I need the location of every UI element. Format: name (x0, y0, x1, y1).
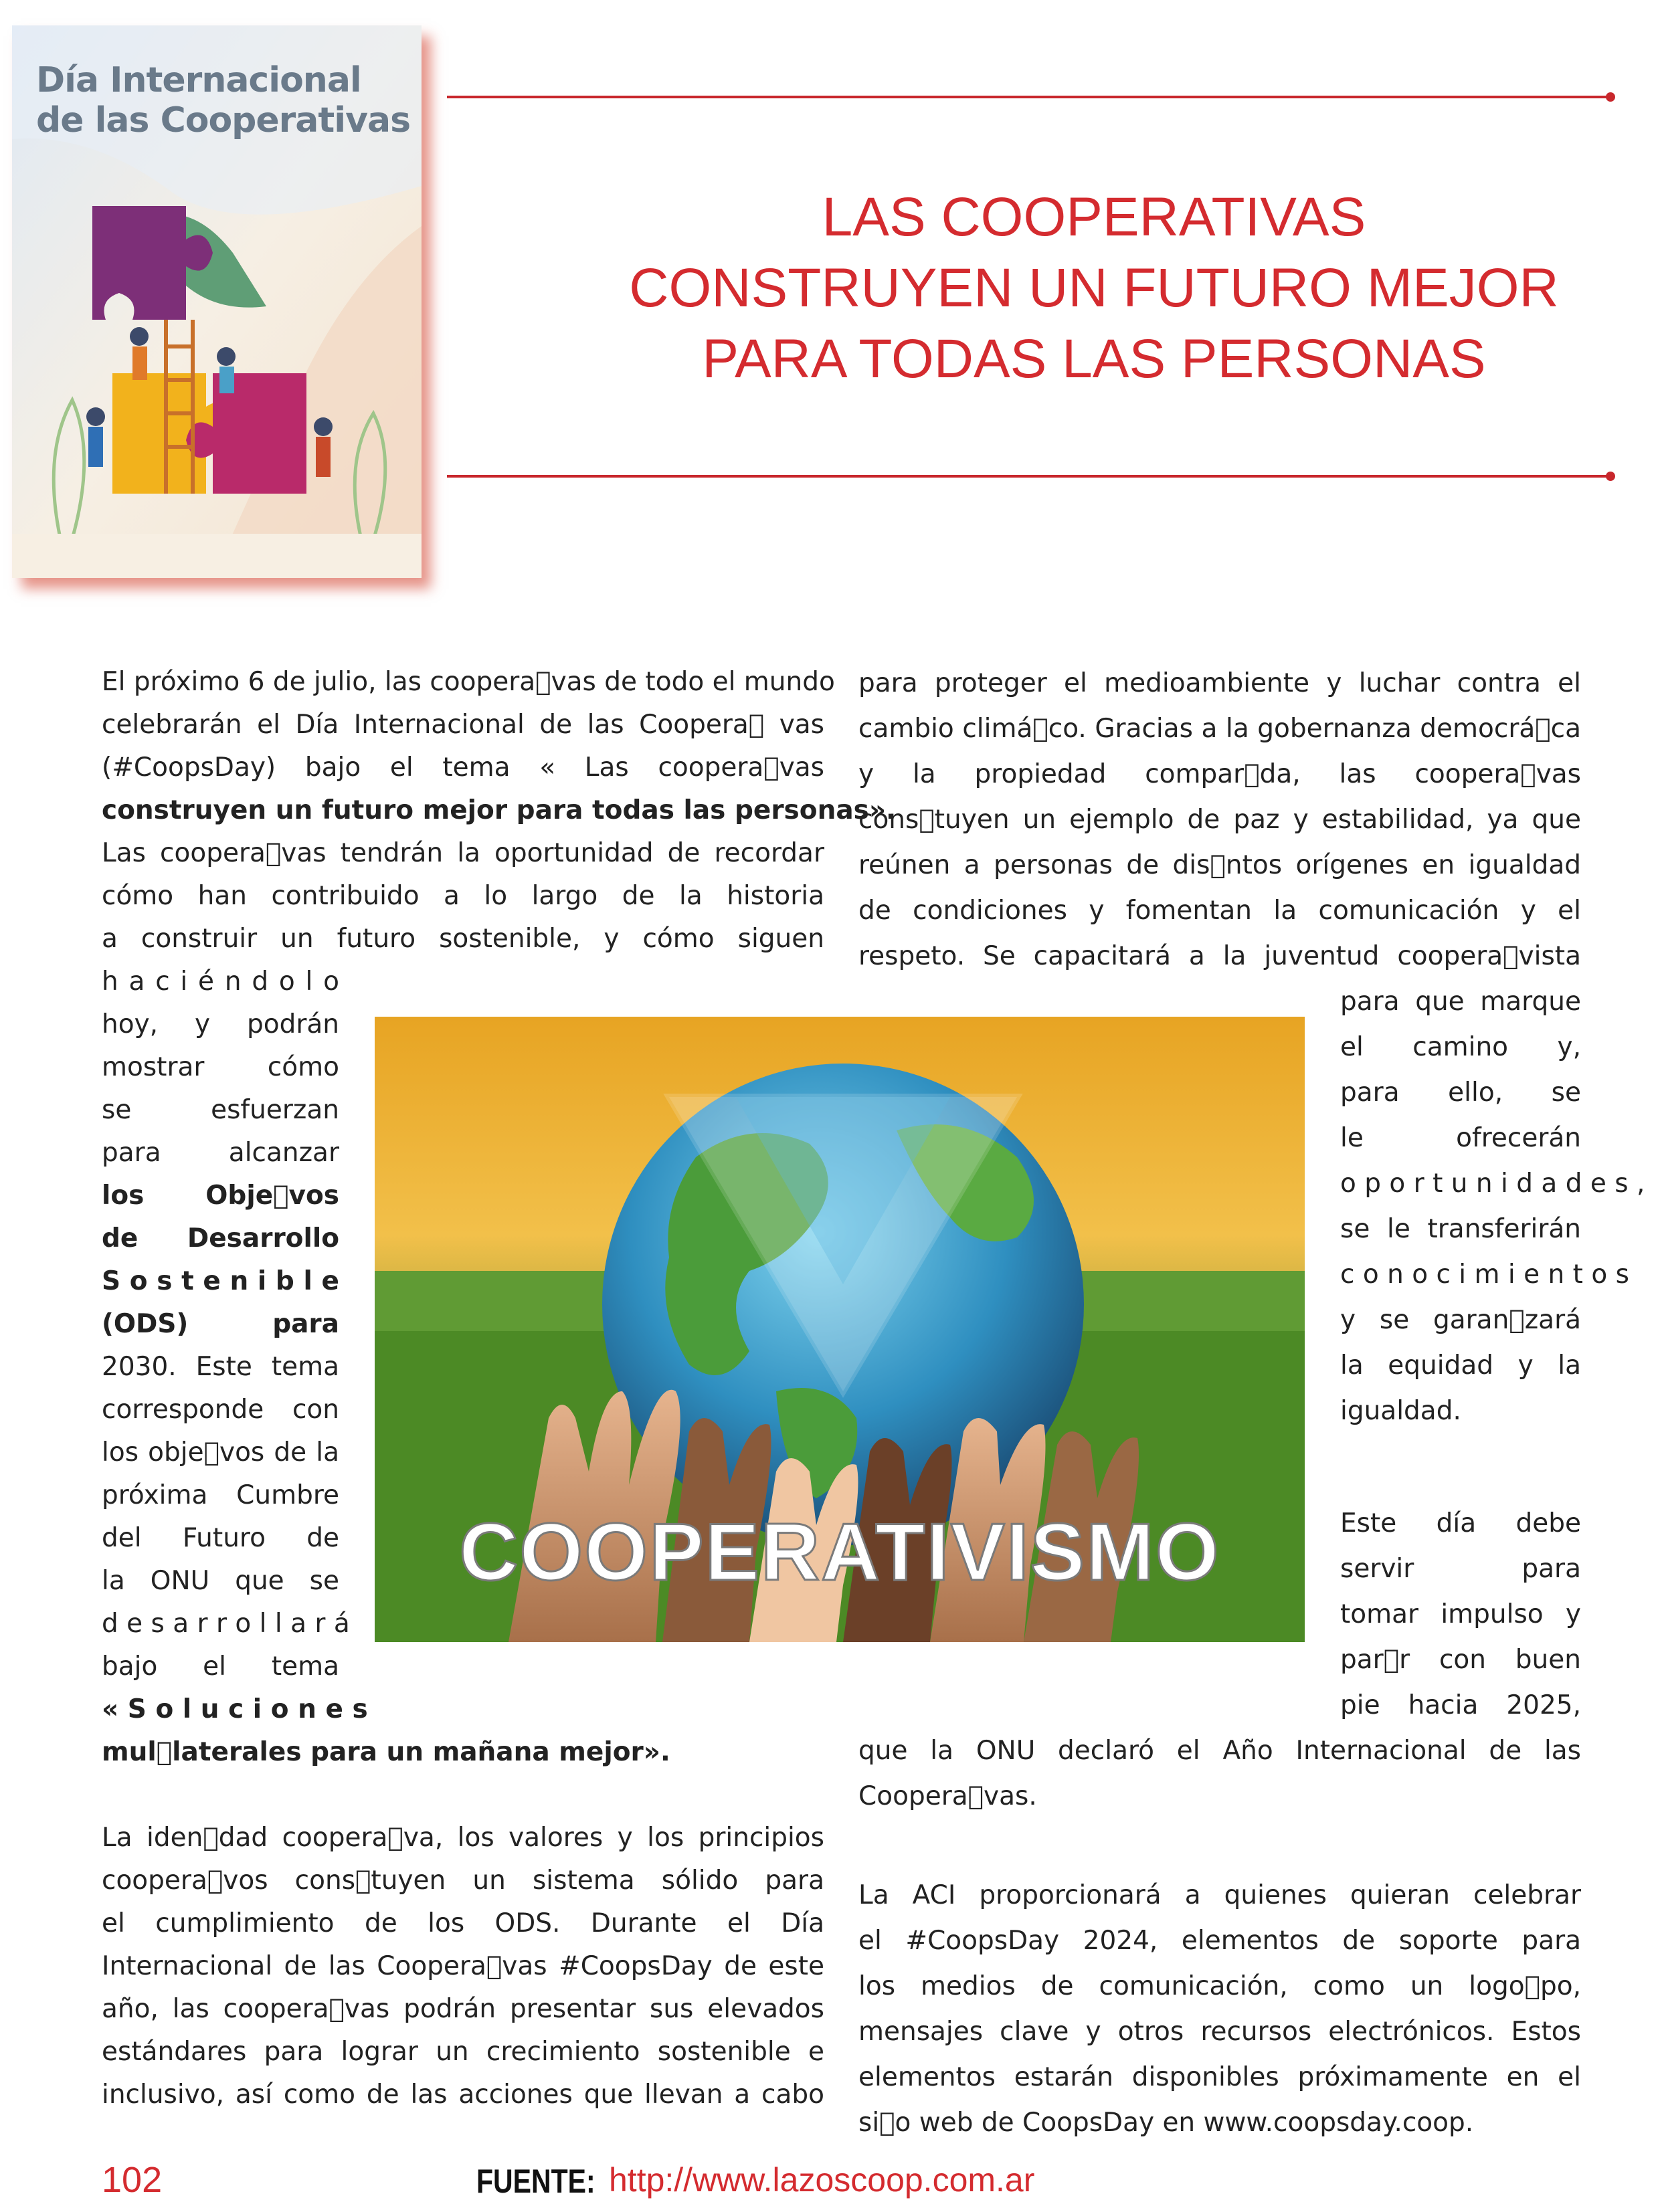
right-paragraph-1 (858, 661, 1581, 979)
text-line: La iden dad coopera va, los valores y los principios (102, 1823, 824, 1853)
text-line: cambio climá co. Gracias a la gobernanza democrá ca (858, 714, 1581, 744)
left-narrow-text (102, 961, 368, 1731)
text-line: mul laterales para un mañana mejor». (102, 1737, 670, 1767)
left-paragraph-1-end (102, 1731, 824, 1774)
text-line: le ofrecerán (1340, 1123, 1581, 1153)
text-line: los Obje vos (102, 1181, 339, 1211)
text-line: pie hacia 2025, (1340, 1690, 1581, 1720)
poster-title-line: de las Cooperativas (36, 100, 411, 140)
text-line: a construir un futuro sostenible, y cómo siguen (102, 924, 824, 954)
text-line: construyen un futuro mejor para todas las personas». (102, 795, 896, 825)
text-line: S o s t e n i b l e (102, 1266, 339, 1296)
text-line: del Futuro de (102, 1523, 339, 1553)
poster-title-line: Día Internacional (36, 60, 361, 100)
text-line: para que marque (1340, 987, 1581, 1017)
text-line: los medios de comunicación, como un logo po, (858, 1971, 1581, 2001)
text-line: (ODS) para (102, 1309, 339, 1339)
right-narrow-text-2 (1340, 1501, 1581, 1728)
text-line: bajo el tema (102, 1651, 339, 1682)
text-line: cómo han contribuido a lo largo de la historia (102, 881, 824, 911)
text-line: mostrar cómo (102, 1052, 339, 1082)
photo-caption: COOPERATIVISMO (459, 1506, 1220, 1597)
text-line: se esfuerzan (102, 1095, 339, 1125)
text-line: servir para (1340, 1554, 1581, 1584)
headline-line: PARA TODAS LAS PERSONAS (702, 328, 1486, 389)
text-line: para alcanzar (102, 1138, 339, 1168)
globe-hands-image (375, 1017, 1305, 1642)
text-line: d e s a r r o l l a r á (102, 1609, 350, 1639)
headline-line: CONSTRUYEN UN FUTURO MEJOR (629, 258, 1559, 318)
text-line: para ello, se (1340, 1078, 1581, 1108)
text-line: corresponde con (102, 1395, 339, 1425)
text-line: Coopera vas. (858, 1781, 1037, 1811)
text-line: la ONU que se (102, 1566, 339, 1596)
text-line: par r con buen (1340, 1645, 1581, 1675)
poster-illustration (12, 25, 422, 578)
top-rule (447, 96, 1611, 98)
text-line: Internacional de las Coopera vas #CoopsDay de este (102, 1951, 824, 1981)
text-line: h a c i é n d o l o (102, 967, 339, 997)
text-line: año, las coopera vas podrán presentar sus elevados (102, 1994, 824, 2024)
headline (549, 182, 1639, 395)
text-line: o p o r t u n i d a d e s , (1340, 1169, 1645, 1199)
text-line: Las coopera vas tendrán la oportunidad de recordar (102, 838, 824, 868)
text-line: próxima Cumbre (102, 1480, 339, 1510)
bottom-rule (447, 475, 1611, 478)
text-line: el #CoopsDay 2024, elementos de soporte para (858, 1926, 1581, 1956)
text-line: La ACI proporcionará a quienes quieran celebrar (858, 1880, 1581, 1910)
text-line: tomar impulso y (1340, 1599, 1581, 1629)
source-url-link[interactable]: http://www.lazoscoop.com.ar (609, 2161, 1035, 2199)
left-paragraph-1 (102, 661, 896, 961)
right-paragraph-3 (858, 1873, 1581, 2146)
left-paragraph-2 (102, 1817, 824, 2116)
text-line: de condiciones y fomentan la comunicación y el (858, 896, 1581, 926)
text-line: El próximo 6 de julio, las coopera vas de todo el mundo (102, 667, 835, 697)
text-line: (#CoopsDay) bajo el tema « Las coopera vas (102, 752, 824, 783)
page-number: 102 (102, 2160, 163, 2200)
text-line: el cumplimiento de los ODS. Durante el Día (102, 1908, 824, 1938)
text-line: coopera vos cons tuyen un sistema sólido para (102, 1866, 824, 1896)
text-line: « S o l u c i o n e s (102, 1694, 368, 1724)
cooperativismo-photo (375, 1017, 1305, 1642)
text-line: inclusivo, así como de las acciones que llevan a cabo (102, 2080, 824, 2110)
text-line: mensajes clave y otros recursos electrónicos. Estos (858, 2017, 1581, 2047)
text-line: celebrarán el Día Internacional de las Coopera  vas (102, 710, 824, 740)
text-line: igualdad. (1340, 1396, 1461, 1426)
text-line: si o web de CoopsDay en www.coopsday.coop. (858, 2108, 1474, 2138)
text-line: de Desarrollo (102, 1223, 339, 1253)
text-line: cons tuyen un ejemplo de paz y estabilidad, ya que (858, 805, 1581, 835)
text-line: reúnen a personas de dis ntos orígenes en igualdad (858, 850, 1581, 880)
text-line: Este día debe (1340, 1508, 1581, 1538)
text-line: respeto. Se capacitará a la juventud coopera vista (858, 941, 1581, 971)
text-line: se le transferirán (1340, 1214, 1581, 1244)
text-line: elementos estarán disponibles próximamente en el (858, 2062, 1581, 2092)
text-line: para proteger el medioambiente y luchar contra el (858, 668, 1581, 698)
right-paragraph-2 (858, 1728, 1581, 1819)
text-line: el camino y, (1340, 1032, 1581, 1062)
text-line: y se garan zará (1340, 1305, 1581, 1335)
text-line: 2030. Este tema (102, 1352, 339, 1382)
headline-line: LAS COOPERATIVAS (822, 187, 1366, 247)
poster-title (36, 60, 410, 140)
source-label: FUENTE: (476, 2163, 595, 2200)
right-narrow-text-1 (1340, 979, 1645, 1434)
text-line: hoy, y podrán (102, 1009, 339, 1039)
text-line: estándares para lograr un crecimiento sostenible e (102, 2037, 824, 2067)
text-line: que la ONU declaró el Año Internacional de las (858, 1736, 1581, 1766)
text-line: c o n o c i m i e n t o s (1340, 1260, 1629, 1290)
text-line: y la propiedad compar da, las coopera vas (858, 759, 1581, 789)
text-line: la equidad y la (1340, 1350, 1581, 1381)
text-line: los obje vos de la (102, 1437, 339, 1468)
